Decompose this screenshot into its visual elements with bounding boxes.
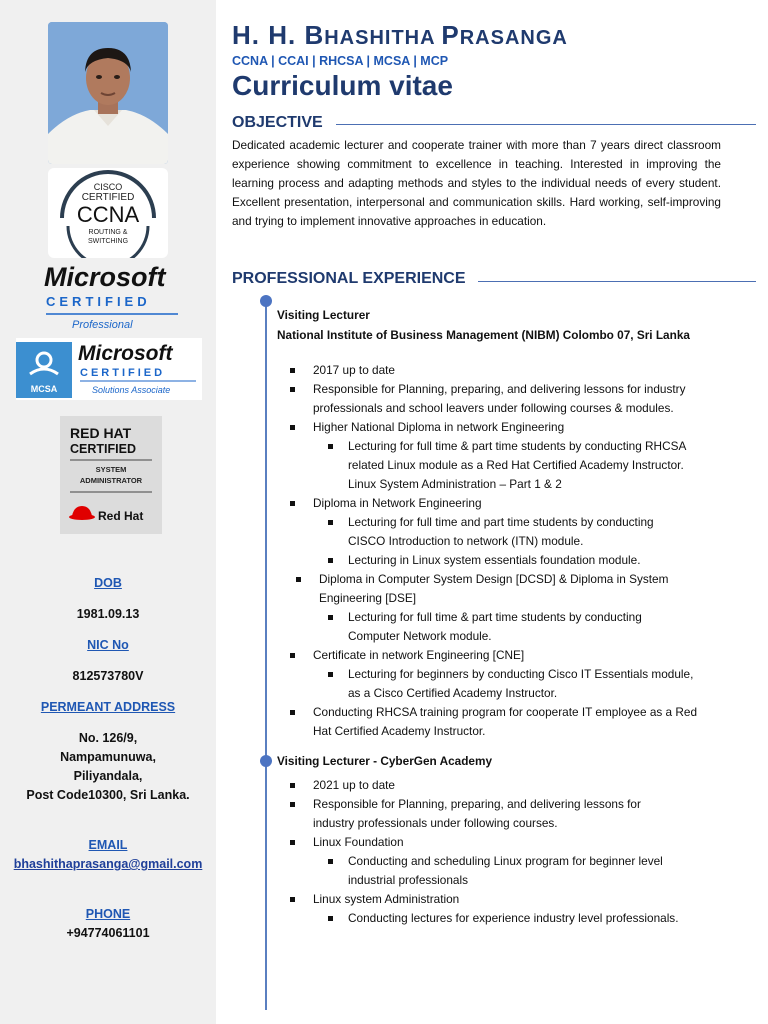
list-item: Conducting lectures for experience industry level professionals. (348, 909, 679, 928)
redhat-line4: ADMINISTRATOR (79, 476, 143, 485)
list-item: Conducting and scheduling Linux program for beginner level (348, 852, 663, 871)
list-item: Certificate in network Engineering [CNE] (313, 646, 524, 665)
email-label: EMAIL (88, 838, 128, 852)
list-item-continued: CISCO Introduction to network (ITN) module. (348, 534, 584, 548)
microsoft-mcsa-logo (16, 338, 202, 400)
list-item: Diploma in Network Engineering (313, 494, 482, 513)
address-line: Post Code10300, Sri Lanka. (26, 788, 190, 802)
job2-title: Visiting Lecturer - CyberGen Academy (277, 754, 493, 768)
job1-title: Visiting Lecturer (277, 308, 370, 322)
list-item-continued: professionals and school leavers under following courses & modules. (313, 401, 674, 415)
cisco-sub1: ROUTING & (88, 229, 128, 236)
sidebar (0, 0, 216, 1024)
dob-label: DOB (94, 576, 122, 590)
nic-label: NIC No (87, 638, 129, 652)
dob-value: 1981.09.13 (76, 607, 140, 621)
list-item: 2017 up to date (313, 361, 395, 380)
list-item-continued: Computer Network module. (348, 629, 492, 643)
candidate-name (232, 20, 568, 51)
list-item: Lecturing for full time and part time students by conducting (348, 513, 654, 532)
mcsa-icon-text: MCSA (30, 384, 58, 394)
redhat-logo-text: Red Hat (98, 509, 144, 523)
certifications-line: CCNA | CCAI | RHCSA | MCSA | MCP (232, 54, 449, 68)
profile-photo (48, 22, 168, 164)
cisco-main: CCNA (76, 202, 140, 227)
ms-pro-brand: Microsoft (44, 262, 166, 292)
list-item: Linux system Administration (313, 890, 459, 909)
list-item-continued: Engineering [DSE] (319, 591, 417, 605)
list-item-continued: Linux System Administration – Part 1 & 2 (348, 477, 562, 491)
phone-label: PHONE (85, 907, 131, 921)
phone-value: +94774061101 (66, 926, 150, 940)
objective-heading: OBJECTIVE (232, 114, 323, 131)
experience-divider (478, 281, 756, 282)
list-item: Lecturing for beginners by conducting Cisco IT Essentials module, (348, 665, 693, 684)
redhat-line1: RED HAT (70, 425, 132, 441)
document-title: Curriculum vitae (232, 70, 453, 101)
personal-info (0, 574, 216, 943)
name-part-1: HASHITHA (324, 27, 442, 49)
ms-pro-level: Professional (72, 319, 133, 331)
cisco-ccna-badge (48, 168, 168, 258)
list-item: Lecturing for full time & part time students by conducting RHCSA (348, 437, 686, 456)
address-label: PERMEANT ADDRESS (40, 700, 176, 714)
list-item: Conducting RHCSA training program for cooperate IT employee as a Red (313, 703, 697, 722)
job1-org: National Institute of Business Management (NIBM) Colombo 07, Sri Lanka (277, 328, 690, 342)
cisco-line1: CISCO (93, 182, 123, 192)
name-initials: H. H. B (232, 20, 325, 50)
objective-divider (336, 124, 756, 125)
cisco-line2: CERTIFIED (81, 192, 135, 203)
list-item: Responsible for Planning, preparing, and delivering lessons for (313, 795, 641, 814)
timeline-dot (260, 295, 272, 307)
timeline-line (265, 300, 267, 1010)
address-line: Piliyandala, (73, 769, 143, 783)
cisco-sub2: SWITCHING (87, 238, 129, 245)
list-item-continued: industrial professionals (348, 873, 468, 887)
microsoft-professional-logo (42, 262, 182, 334)
list-item: Higher National Diploma in network Engineering (313, 418, 564, 437)
list-item: Lecturing in Linux system essentials foundation module. (348, 551, 640, 570)
list-item: 2021 up to date (313, 776, 395, 795)
address-line: Nampamunuwa, (60, 750, 156, 764)
ms-mcsa-level: Solutions Associate (92, 385, 171, 395)
list-item-continued: Hat Certified Academy Instructor. (313, 724, 486, 738)
ms-mcsa-brand: Microsoft (78, 342, 173, 365)
redhat-line2: CERTIFIED (70, 442, 136, 456)
nic-value: 812573780V (72, 669, 144, 683)
list-item-continued: related Linux module as a Red Hat Certified Academy Instructor. (348, 458, 684, 472)
list-item: Linux Foundation (313, 833, 404, 852)
name-part-2: RASANGA (459, 27, 568, 49)
email-link[interactable]: bhashithaprasanga@gmail.com (13, 857, 203, 871)
redhat-certified-badge (60, 416, 162, 534)
list-item: Lecturing for full time & part time students by conducting (348, 608, 642, 627)
address-line: No. 126/9, (78, 731, 138, 745)
timeline-dot (260, 755, 272, 767)
list-item: Responsible for Planning, preparing, and delivering lessons for industry (313, 380, 685, 399)
list-item-continued: as a Cisco Certified Academy Instructor. (348, 686, 558, 700)
experience-heading: PROFESSIONAL EXPERIENCE (232, 270, 466, 287)
list-item: Diploma in Computer System Design [DCSD] & Diploma in System (319, 570, 668, 589)
ms-mcsa-certified: CERTIFIED (80, 367, 166, 379)
objective-text: Dedicated academic lecturer and cooperate trainer with more than 7 years direct classroom experience showing commitment to excellence in teaching. Interested in improving the learning process and adapting methods and styles to the individual needs of every student. Excellent presentation, interpersonal and communication skills. Hard working, self-improving and trying to implement innovative approaches in education. (232, 138, 721, 228)
list-item-continued: industry professionals under following courses. (313, 816, 558, 830)
name-p: P (441, 20, 460, 50)
ms-pro-certified: CERTIFIED (46, 294, 151, 309)
redhat-line3: SYSTEM (95, 465, 127, 474)
